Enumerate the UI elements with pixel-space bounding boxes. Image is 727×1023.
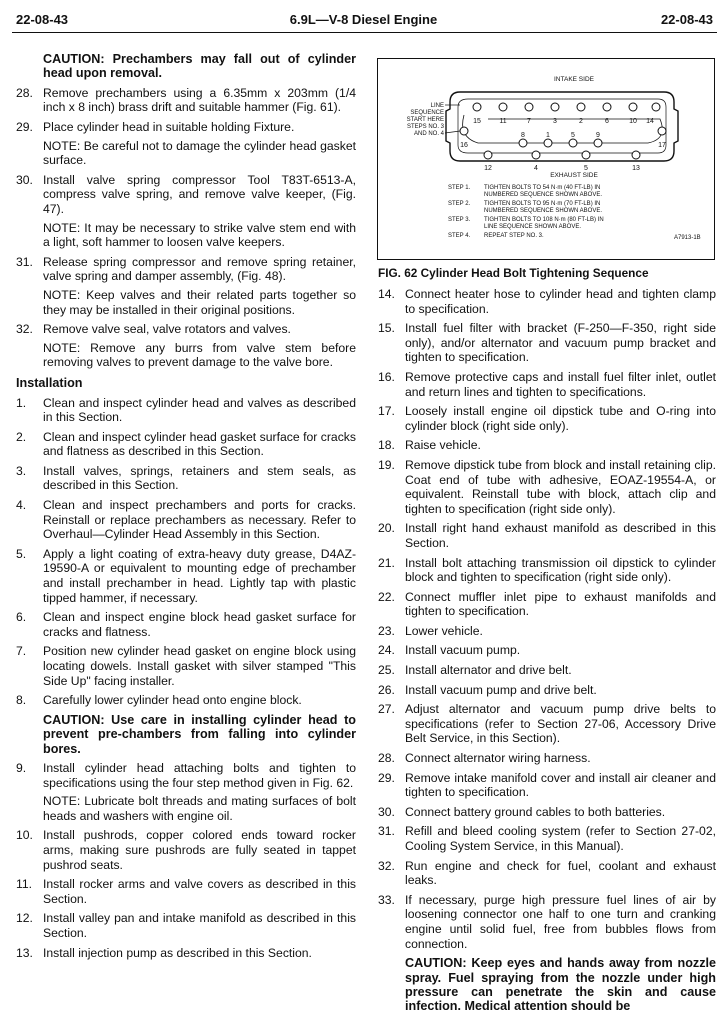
page-number-left: 22-08-43 — [16, 12, 69, 27]
step-label: STEP 4. — [448, 233, 471, 239]
bolt-circle — [551, 103, 559, 111]
step-29-removal — [16, 120, 356, 135]
step-text: Place cylinder head in suitable holding Fixture. — [43, 120, 295, 134]
note-gasket-surface: NOTE: Be careful not to damage the cylinder head gasket surface. — [43, 138, 356, 168]
step-12-install — [16, 911, 356, 940]
step-20 — [378, 521, 716, 550]
caution-prechambers-bores: CAUTION: Use care in installing cylinder head to prevent pre-chambers from falling into cylinder bores. — [43, 712, 356, 756]
step-number: 12. — [16, 911, 33, 926]
bolt-circle — [532, 151, 540, 159]
step-number: 2. — [16, 429, 27, 444]
step-6-install — [16, 610, 356, 639]
step-31-removal — [16, 255, 356, 284]
step-text: Install pushrods, copper colored ends toward rocker arms, making sure pushrods are fully seated in tappet pushrod seats. — [43, 828, 356, 872]
bolt-number: 2 — [579, 118, 583, 125]
step-number: 16. — [378, 369, 395, 384]
step-text: Install right hand exhaust manifold as described in this Section. — [405, 521, 716, 550]
step-text: Install valley pan and intake manifold as described in this Section. — [43, 911, 356, 940]
step-text: Position new cylinder head gasket on engine block using locating dowels. Install gasket with silver stamped "This Side Up" facing installer. — [43, 644, 356, 688]
bolt-circle — [658, 127, 666, 135]
step-text: TIGHTEN BOLTS TO 108 N·m (80 FT-LB) IN — [484, 217, 604, 223]
step-number: 29. — [16, 120, 33, 134]
step-number: 11. — [16, 877, 33, 892]
note-keep-valves: NOTE: Keep valves and their related parts together so they may be installed in their original positions. — [43, 287, 356, 317]
step-number: 3. — [16, 463, 27, 478]
step-text: Remove protective caps and install fuel filter inlet, outlet and return lines and tighten to specifications. — [405, 369, 716, 399]
step-text: Clean and inspect engine block head gasket surface for cracks and flatness. — [43, 610, 356, 639]
step-text: Connect muffler inlet pipe to exhaust manifolds and tighten to specification. — [405, 589, 716, 619]
step-text: Install valve spring compressor Tool T83T-6513-A, compress valve spring, and remove valve keeper, (Fig. 47). — [43, 172, 356, 216]
step-text: Remove valve seal, valve rotators and valves. — [43, 322, 291, 337]
step-label: STEP 3. — [448, 217, 471, 223]
step-29 — [378, 771, 716, 800]
bolt-number: 13 — [632, 165, 640, 172]
step-text: Lower vehicle. — [405, 623, 483, 638]
step-5-install — [16, 547, 356, 605]
step-24 — [378, 643, 716, 658]
bolt-circle — [569, 139, 577, 147]
step-26 — [378, 683, 716, 698]
step-14 — [378, 287, 716, 316]
bolt-number: 12 — [484, 165, 492, 172]
right-column — [378, 287, 716, 1019]
step-text: Install fuel filter with bracket (F-250—F-350, right side only), and/or alternator and vacuum pump bracket and tighten to specification. — [405, 321, 716, 365]
step-text: Install valves, springs, retainers and stem seals, as described in this Section. — [43, 463, 356, 493]
section-title: 6.9L—V-8 Diesel Engine — [289, 12, 438, 27]
page-number-right: 22-08-43 — [660, 12, 713, 27]
step-number: 8. — [16, 693, 27, 708]
step-3-install — [16, 464, 356, 493]
step-number: 22. — [378, 589, 395, 604]
step-number: 32. — [378, 858, 395, 873]
step-text: Install rocker arms and valve covers as described in this Section. — [43, 877, 356, 906]
bolt-circle — [460, 127, 468, 135]
step-text: Clean and inspect prechambers and ports for cracks. Reinstall or replace prechambers as necessary. Refer to Overhaul—Cylinder Head Assembly in this Section. — [43, 498, 356, 542]
step-label: STEP 2. — [448, 201, 471, 207]
bolt-number: 10 — [629, 118, 637, 125]
step-25 — [378, 663, 716, 678]
bolt-number: 11 — [499, 118, 507, 125]
bolt-circle — [582, 151, 590, 159]
step-30-removal — [16, 173, 356, 217]
step-28-removal — [16, 86, 356, 115]
step-number: 6. — [16, 610, 27, 625]
step-number: 7. — [16, 644, 27, 659]
step-number: 14. — [378, 287, 395, 301]
step-18 — [378, 438, 716, 453]
step-number: 30. — [16, 172, 33, 187]
bolt-number: 9 — [596, 132, 600, 139]
step-text: NUMBERED SEQUENCE SHOWN ABOVE. — [484, 192, 603, 198]
step-text: Release spring compressor and remove spring retainer, valve spring and damper assembly, (Fig. 48). — [43, 254, 356, 284]
step-15 — [378, 321, 716, 365]
bolt-number: 1 — [546, 132, 550, 139]
page-header — [0, 0, 727, 34]
step-number: 5. — [16, 546, 27, 561]
step-1-install — [16, 396, 356, 425]
step-21 — [378, 556, 716, 585]
step-number: 1. — [16, 395, 27, 410]
step-text: Connect heater hose to cylinder head and tighten clamp to specification. — [405, 287, 716, 316]
step-number: 17. — [378, 404, 395, 419]
step-number: 19. — [378, 457, 395, 472]
step-16 — [378, 370, 716, 399]
step-number: 10. — [16, 828, 33, 843]
step-number: 24. — [378, 643, 395, 658]
step-4-install — [16, 498, 356, 542]
step-number: 25. — [378, 663, 395, 678]
bolt-circle — [499, 103, 507, 111]
bolt-circle — [544, 139, 552, 147]
step-text: Remove dipstick tube from block and install retaining clip. Coat end of tube with adhesive, EOAZ-19554-A, or equivalent. Reinstall tube with block, attach clip and tighten to specification (right side only). — [405, 457, 716, 516]
step-2-install — [16, 430, 356, 459]
step-23 — [378, 624, 716, 639]
step-text: Install bolt attaching transmission oil dipstick to cylinder block and tighten to specification (right side only). — [405, 555, 716, 585]
sequence-label-line: AND NO. 4 — [413, 131, 444, 137]
step-28 — [378, 751, 716, 766]
step-22 — [378, 590, 716, 619]
step-text: TIGHTEN BOLTS TO 95 N·m (70 FT-LB) IN — [484, 201, 601, 207]
caution-prechambers: CAUTION: Prechambers may fall out of cylinder head upon removal. — [43, 52, 356, 81]
figure-code: A7913-1B — [674, 235, 701, 241]
step-11-install — [16, 877, 356, 906]
step-text: Install vacuum pump. — [405, 643, 521, 658]
step-27 — [378, 702, 716, 746]
step-19 — [378, 458, 716, 516]
step-text: Remove intake manifold cover and install air cleaner and tighten to specification. — [405, 770, 716, 800]
step-text: Connect battery ground cables to both batteries. — [405, 804, 666, 819]
step-32-removal — [16, 322, 356, 337]
bolt-circle — [652, 103, 660, 111]
step-text: REPEAT STEP NO. 3. — [484, 233, 544, 239]
bolt-number: 15 — [473, 118, 481, 125]
note-valve-keepers: NOTE: It may be necessary to strike valve stem end with a light, soft hammer to loosen valve keepers. — [43, 220, 356, 250]
installation-heading: Installation — [16, 375, 83, 390]
step-text: Install cylinder head attaching bolts and tighten to specifications using the four step method given in Fig. 62. — [43, 761, 356, 790]
cylinder-head-outline — [446, 92, 678, 161]
step-number: 31. — [16, 254, 33, 269]
bolt-number: 5 — [584, 165, 588, 172]
caution-nozzle-spray: CAUTION: Keep eyes and hands away from nozzle spray. Fuel spraying from the nozzle under high pressure can penetrate the skin and cause infection. Medical attention should be — [405, 956, 716, 1014]
bolt-circle — [632, 151, 640, 159]
bolt-circle — [473, 103, 481, 111]
exhaust-side-label: EXHAUST SIDE — [550, 172, 598, 179]
step-number: 26. — [378, 682, 395, 697]
bolt-number: 6 — [605, 118, 609, 125]
sequence-label-line: SEQUENCE — [410, 110, 444, 116]
bolt-number: 4 — [534, 165, 538, 172]
step-9-install — [16, 761, 356, 790]
bolt-circle — [484, 151, 492, 159]
figure-62-box — [377, 58, 715, 260]
bolt-circle — [519, 139, 527, 147]
intake-side-label: INTAKE SIDE — [554, 76, 594, 83]
step-text: Loosely install engine oil dipstick tube and O-ring into cylinder block (right side only). — [405, 404, 716, 433]
step-number: 9. — [16, 761, 27, 775]
bolt-sequence-diagram — [378, 59, 714, 259]
bolt-circle — [603, 103, 611, 111]
bolt-numbers — [460, 118, 666, 172]
step-number: 4. — [16, 498, 27, 513]
step-text: Apply a light coating of extra-heavy duty grease, D4AZ-19590-A or equivalent to mounting edge of prechamber and install prechamber in head. Lightly tap with plastic tipped hammer, if necessary. — [43, 546, 356, 605]
figure-caption: FIG. 62 Cylinder Head Bolt Tightening Sequence — [378, 266, 649, 280]
torque-steps — [448, 185, 604, 239]
step-number: 33. — [378, 892, 395, 907]
step-10-install — [16, 828, 356, 872]
top-bolt-row — [460, 103, 666, 159]
step-text: Connect alternator wiring harness. — [405, 751, 591, 766]
step-number: 15. — [378, 321, 395, 336]
bolt-number: 16 — [460, 142, 468, 149]
step-number: 30. — [378, 804, 395, 819]
step-label: STEP 1. — [448, 185, 471, 191]
step-number: 31. — [378, 824, 395, 839]
step-text: Remove prechambers using a 6.35mm x 203mm (1/4 inch x 8 inch) brass drift and suitable hammer (Fig. 61). — [43, 85, 356, 115]
bolt-circle — [629, 103, 637, 111]
step-text: Run engine and check for fuel, coolant and exhaust leaks. — [405, 858, 716, 888]
bolt-circle — [525, 103, 533, 111]
step-number: 28. — [16, 85, 33, 100]
step-text: Install vacuum pump and drive belt. — [405, 682, 597, 697]
step-text: If necessary, purge high pressure fuel lines of air by loosening connector one half to one turn and cranking engine until solid fuel, free from bubbles flows from connection. — [405, 892, 716, 951]
sequence-label-line: START HERE — [406, 117, 444, 123]
sequence-label-line: LINE — [430, 103, 444, 109]
note-remove-burrs: NOTE: Remove any burrs from valve stem before removing valves to prevent damage to the valve bore. — [43, 340, 356, 370]
step-text: Clean and inspect cylinder head and valves as described in this Section. — [43, 395, 356, 425]
bolt-number: 8 — [521, 132, 525, 139]
step-30 — [378, 805, 716, 820]
step-13-install — [16, 946, 356, 961]
step-text: NUMBERED SEQUENCE SHOWN ABOVE. — [484, 208, 603, 214]
step-number: 18. — [378, 438, 395, 453]
step-text: Carefully lower cylinder head onto engine block. — [43, 693, 302, 708]
line-sequence-label — [407, 103, 445, 137]
step-number: 32. — [16, 322, 33, 337]
bolt-number: 5 — [571, 132, 575, 139]
step-number: 28. — [378, 751, 395, 766]
step-32 — [378, 859, 716, 888]
step-number: 20. — [378, 521, 395, 536]
step-text: Clean and inspect cylinder head gasket surface for cracks and flatness as described in this Section. — [43, 429, 356, 459]
sequence-label-line: STEPS NO. 3 — [406, 124, 444, 130]
step-number: 29. — [378, 770, 395, 785]
step-7-install — [16, 644, 356, 688]
step-8-install — [16, 693, 356, 708]
step-text: TIGHTEN BOLTS TO 54 N·m (40 FT-LB) IN — [484, 185, 601, 191]
step-text: Install injection pump as described in this Section. — [43, 945, 312, 960]
bolt-number: 17 — [658, 142, 666, 149]
bolt-number: 3 — [553, 118, 557, 125]
bolt-circle — [577, 103, 585, 111]
bolt-number: 7 — [527, 118, 531, 125]
note-lubricate-bolts: NOTE: Lubricate bolt threads and mating surfaces of bolt heads and washers with engine oil. — [43, 794, 356, 823]
step-number: 27. — [378, 702, 395, 717]
step-text: Adjust alternator and vacuum pump drive belts to specifications (refer to Section 27-06, Accessory Drive Belt Service, in this Section). — [405, 702, 716, 746]
step-text: Install alternator and drive belt. — [405, 663, 572, 678]
step-text: LINE SEQUENCE SHOWN ABOVE. — [484, 224, 582, 230]
step-text: Raise vehicle. — [405, 438, 481, 453]
header-rule — [12, 32, 717, 33]
step-number: 13. — [16, 945, 33, 960]
step-number: 23. — [378, 623, 395, 638]
left-column — [16, 52, 356, 965]
step-33 — [378, 893, 716, 951]
step-17 — [378, 404, 716, 433]
step-31 — [378, 824, 716, 853]
bolt-circle — [594, 139, 602, 147]
step-number: 21. — [378, 555, 395, 570]
step-text: Refill and bleed cooling system (refer to Section 27-02, Cooling System Service, in this Manual). — [405, 824, 716, 853]
bolt-number: 14 — [646, 118, 654, 125]
